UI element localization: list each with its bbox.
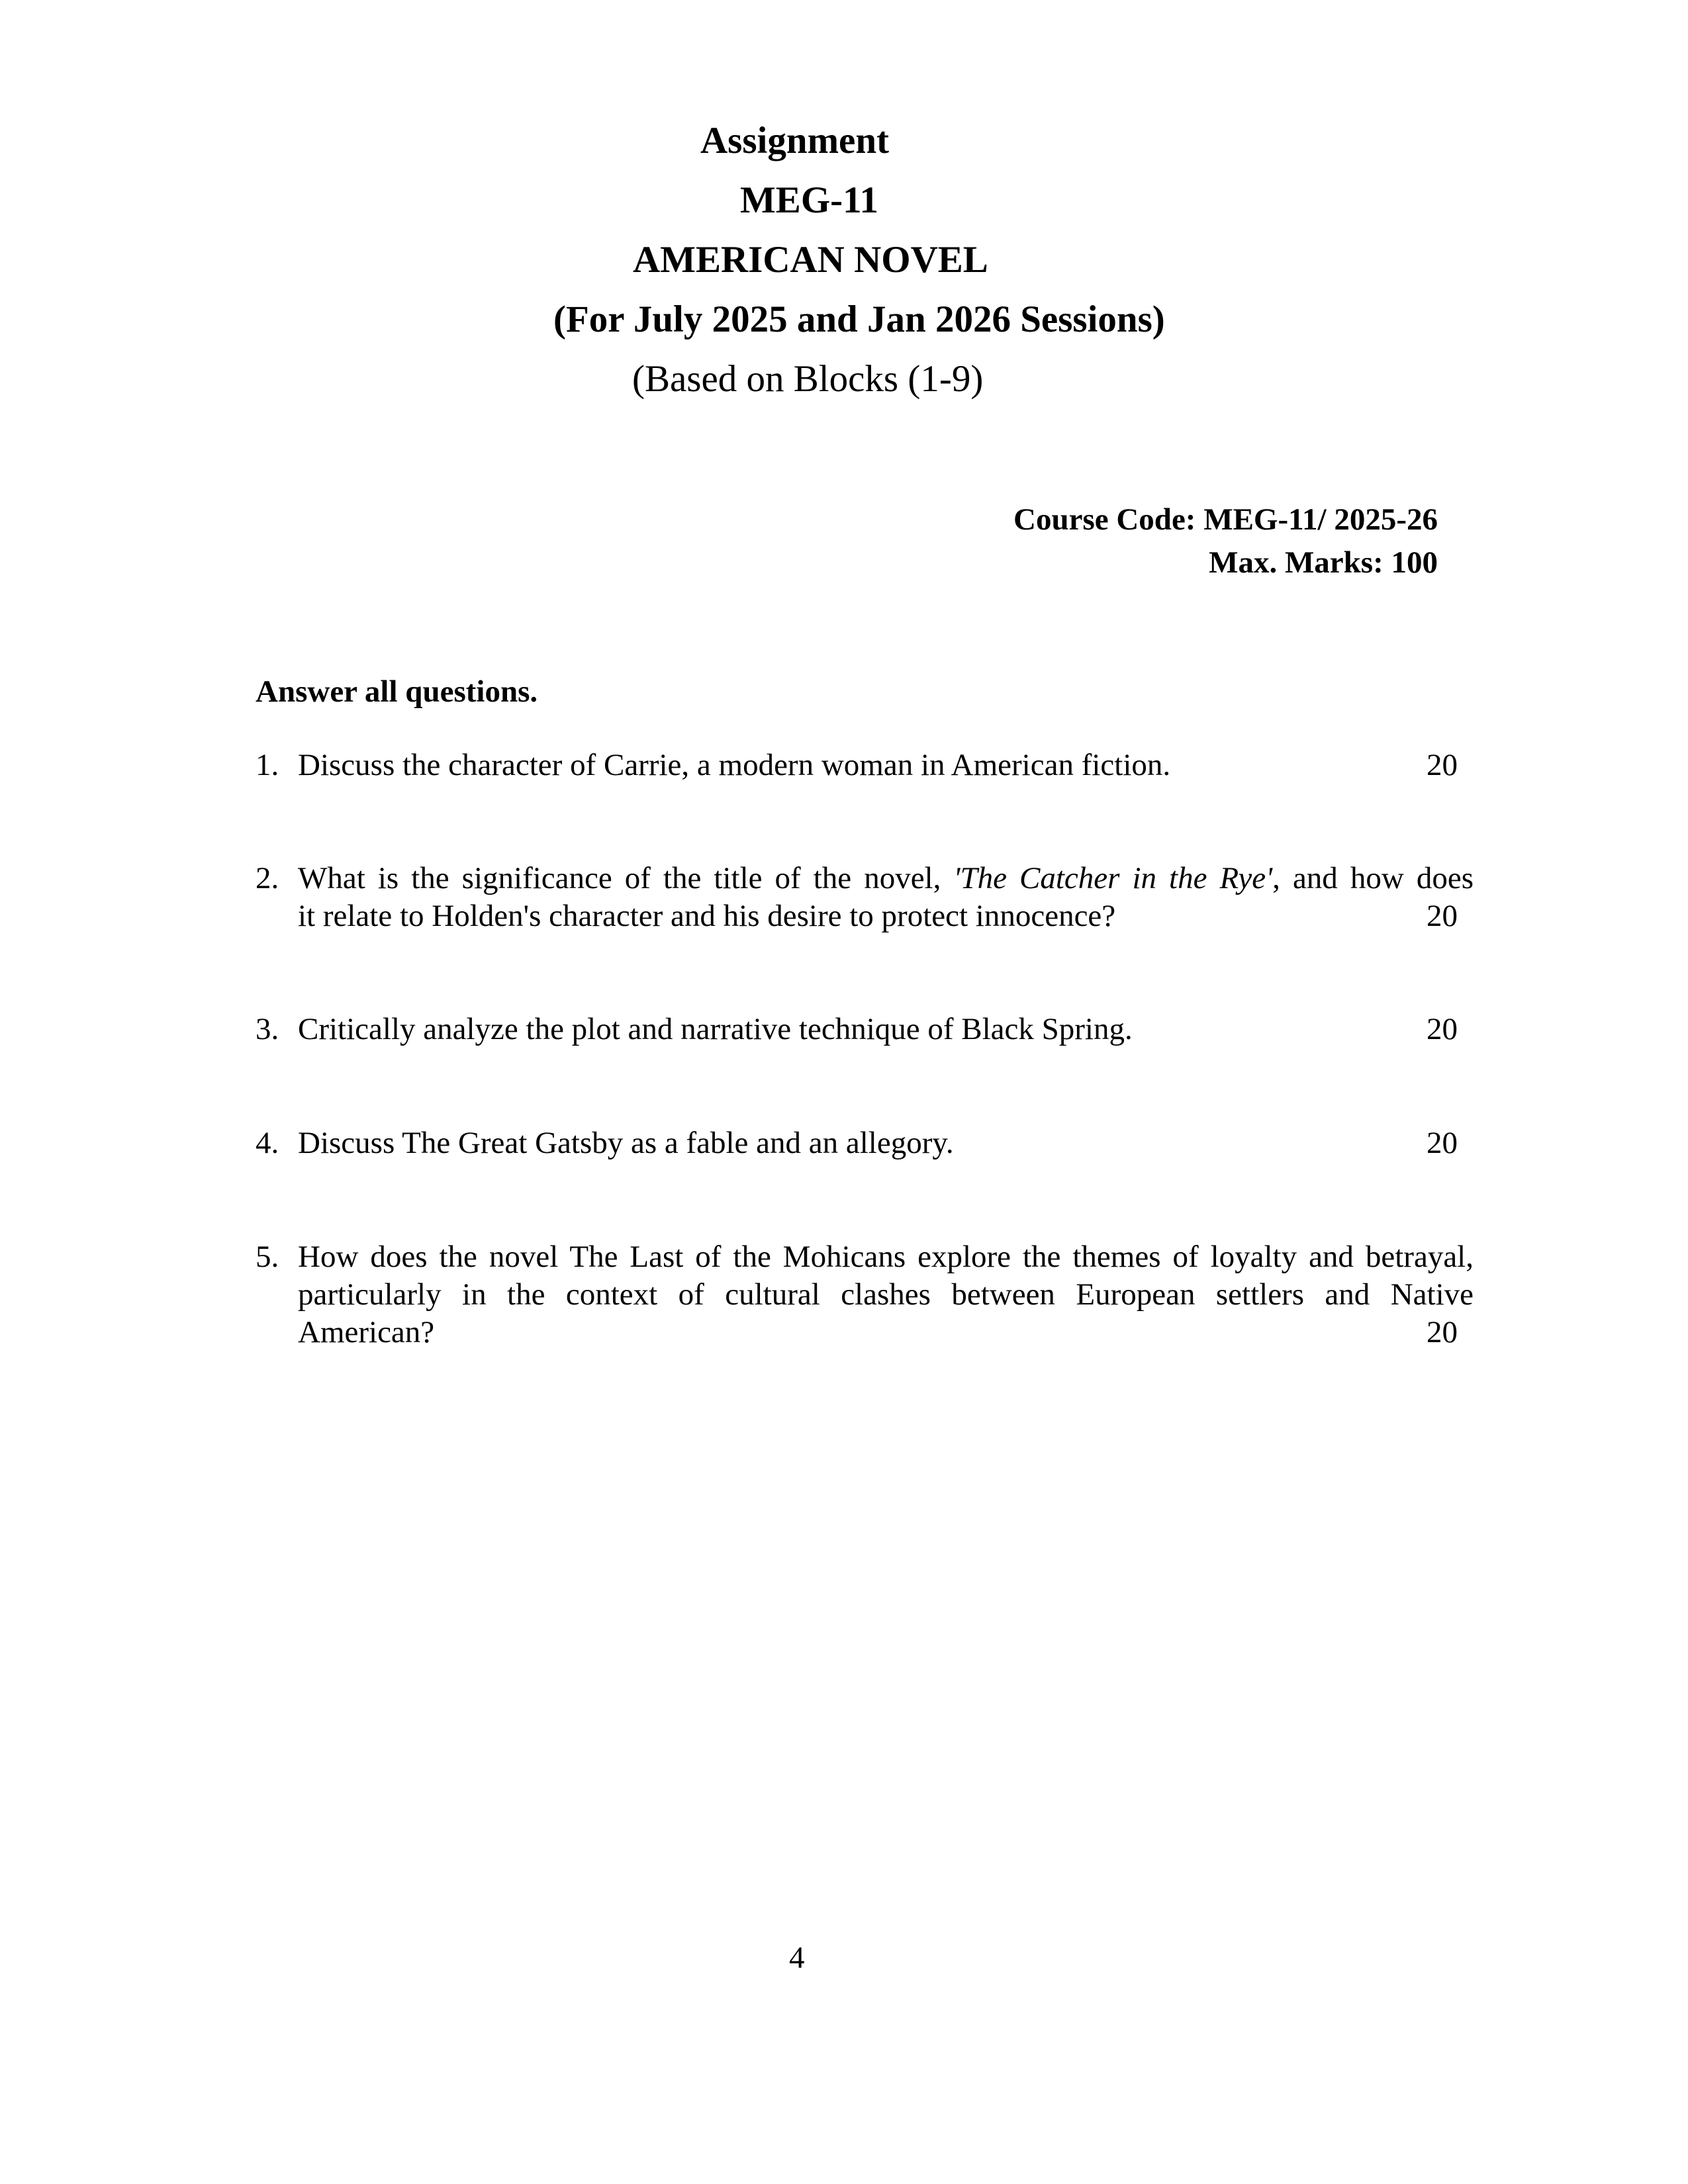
question-marks: 20 [1427,899,1458,933]
question-text-line-2: particularly in the context of cultural clashes between European settlers and Native [298,1277,1474,1312]
sessions-line: (For July 2025 and Jan 2026 Sessions) [553,298,1165,340]
question-text-segment: , and how does [1272,861,1474,895]
course-code-meta: Course Code: MEG-11/ 2025-26 [1013,502,1438,537]
question-text: Discuss the character of Carrie, a modern woman in American fiction. [298,748,1171,782]
page-number: 4 [789,1940,805,1975]
question-5 [256,1238,1474,1351]
question-number: 2. [256,861,279,895]
question-3 [256,1011,1474,1048]
novel-title-italic: 'The Catcher in the Rye' [953,861,1273,895]
max-marks: Max. Marks: 100 [1209,545,1438,580]
question-number: 5. [256,1240,279,1274]
question-marks: 20 [1427,1315,1458,1349]
assignment-title: Assignment [700,120,890,161]
question-1 [256,747,1474,784]
question-number: 3. [256,1012,279,1046]
question-text-line-1 [298,860,1474,897]
blocks-line: (Based on Blocks (1-9) [632,358,984,400]
course-code-heading: MEG-11 [740,179,878,221]
question-text-line-1: How does the novel The Last of the Mohicans explore the themes of loyalty and betrayal, [298,1240,1474,1274]
question-marks: 20 [1427,1012,1458,1046]
course-name: AMERICAN NOVEL [633,239,988,281]
question-text: Critically analyze the plot and narrative technique of Black Spring. [298,1012,1133,1046]
question-marks: 20 [1427,1126,1458,1160]
question-number: 1. [256,748,279,782]
question-text: Discuss The Great Gatsby as a fable and an allegory. [298,1126,954,1160]
question-2 [256,860,1474,935]
question-text-line-2: it relate to Holden's character and his desire to protect innocence? [298,899,1116,933]
instructions: Answer all questions. [256,674,538,709]
question-marks: 20 [1427,748,1458,782]
question-4 [256,1124,1474,1162]
question-text-line-3: American? [298,1315,435,1349]
question-text-segment: What is the significance of the title of the novel, [298,861,954,895]
question-number: 4. [256,1126,279,1160]
